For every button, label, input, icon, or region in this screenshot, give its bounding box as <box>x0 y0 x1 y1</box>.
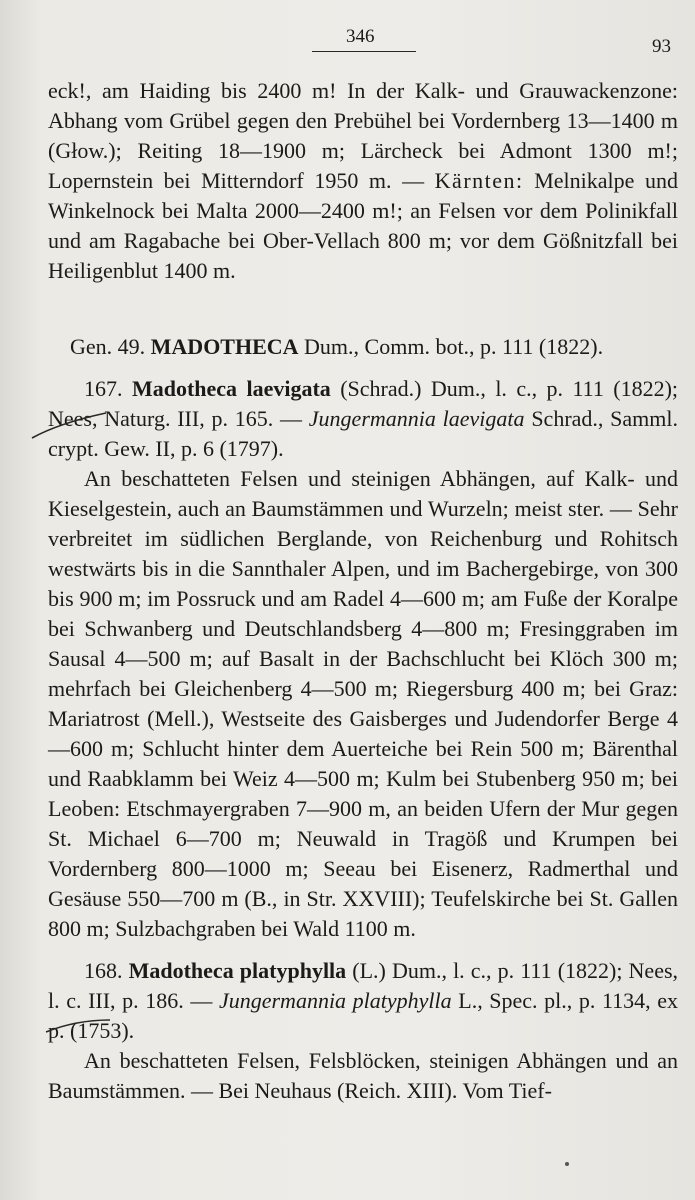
species-name: Madotheca platyphylla <box>128 958 347 983</box>
sheet-number: 93 <box>652 36 671 57</box>
species-habitat-168: An beschatteten Felsen, Felsblöcken, steinigen Abhängen und an Baumstämmen. — Bei Neuhaus (Reich. XIII). Vom Tief- <box>48 1048 678 1103</box>
genus-heading: Gen. 49. MADOTHECA Dum., Comm. bot., p. 111 (1822). <box>70 334 604 359</box>
running-header <box>0 26 695 56</box>
region-label: Kärnten: <box>434 168 524 193</box>
species-habitat-167: An beschatteten Felsen und steinigen Abhängen, auf Kalk- und Kieselgestein, auch an Baumstämmen und Wurzeln; meist ster. — Sehr verbreitet im südlichen Berglande, von Reichenburg und Rohitsch westwärts bis in die Sannthaler Alpen, und im Bachergebirge, von 300 bis 900 m; im Possruck und am Radel 4—600 m; am Fuße der Koralpe bei Schwanberg und Deutschlandsberg 4—800 m; Fresinggraben im Sausal 4—500 m; auf Basalt in der Bachschlucht bei Klöch 300 m; mehrfach bei Gleichenberg 4—500 m; Riegersburg 400 m; bei Graz: Mariatrost (Mell.), Westseite des Gaisberges und Judendorfer Berge 4—600 m; Schlucht hinter dem Auerteiche bei Rein 500 m; Bärenthal und Raabklamm bei Weiz 4—500 m; Kulm bei Stubenberg 950 m; bei Leoben: Etschmayergraben 7—900 m, an beiden Ufern der Mur gegen St. Michael 6—700 m; Neuwald in Tragöß und Krumpen bei Vordernberg 800—1000 m; Seeau bei Eisenerz, Radmerthal und Gesäuse 550—700 m (B., in Str. XXVIII); Teufelskirche bei St. Gallen 800 m; Sulzbachgraben bei Wald 1100 m. <box>48 466 678 941</box>
page-number: 346 <box>346 26 375 47</box>
species-entry-167: 167. Madotheca laevigata (Schrad.) Dum., l. c., p. 111 (1822); Nees, Naturg. III, p. 165. — Jungermannia laevigata Schrad., Samml. crypt. Gew. II, p. 6 (1797). <box>48 376 679 461</box>
pencil-mark-168 <box>44 1012 114 1036</box>
paragraph-continued: eck!, am Haiding bis 2400 m! In der Kalk- und Grauwackenzone: Abhang vom Grübel gegen den Prebühel bei Vordernberg 13—1400 m (Głow.); Reiting 18—1900 m; Lärcheck bei Admont 1300 m!; Lopernstein bei Mitterndorf 1950 m. — Kärnten: Melnikalpe und Winkelnock bei Malta 2000—2400 m!; an Felsen vor dem Polinikfall und am Ragabache bei Ober-Vellach 800 m; vor dem Gößnitzfall bei Heiligenblut 1400 m. <box>48 78 678 283</box>
species-entry-168: 168. Madotheca platyphylla (L.) Dum., l. c., p. 111 (1822); Nees, l. c. III, p. 186. — Jungermannia platyphylla L., Spec. pl., p. 1134, ex p. (1753). <box>48 958 679 1043</box>
synonym: Jungermannia laevigata <box>308 406 525 431</box>
body-text <box>48 76 678 1106</box>
synonym: Jungermannia platyphylla <box>218 988 452 1013</box>
genus-name: MADOTHECA <box>150 334 299 359</box>
species-name: Madotheca laevigata <box>131 376 331 401</box>
ink-spot <box>565 1162 569 1166</box>
header-rule <box>312 51 416 52</box>
pencil-mark-167 <box>30 405 110 441</box>
